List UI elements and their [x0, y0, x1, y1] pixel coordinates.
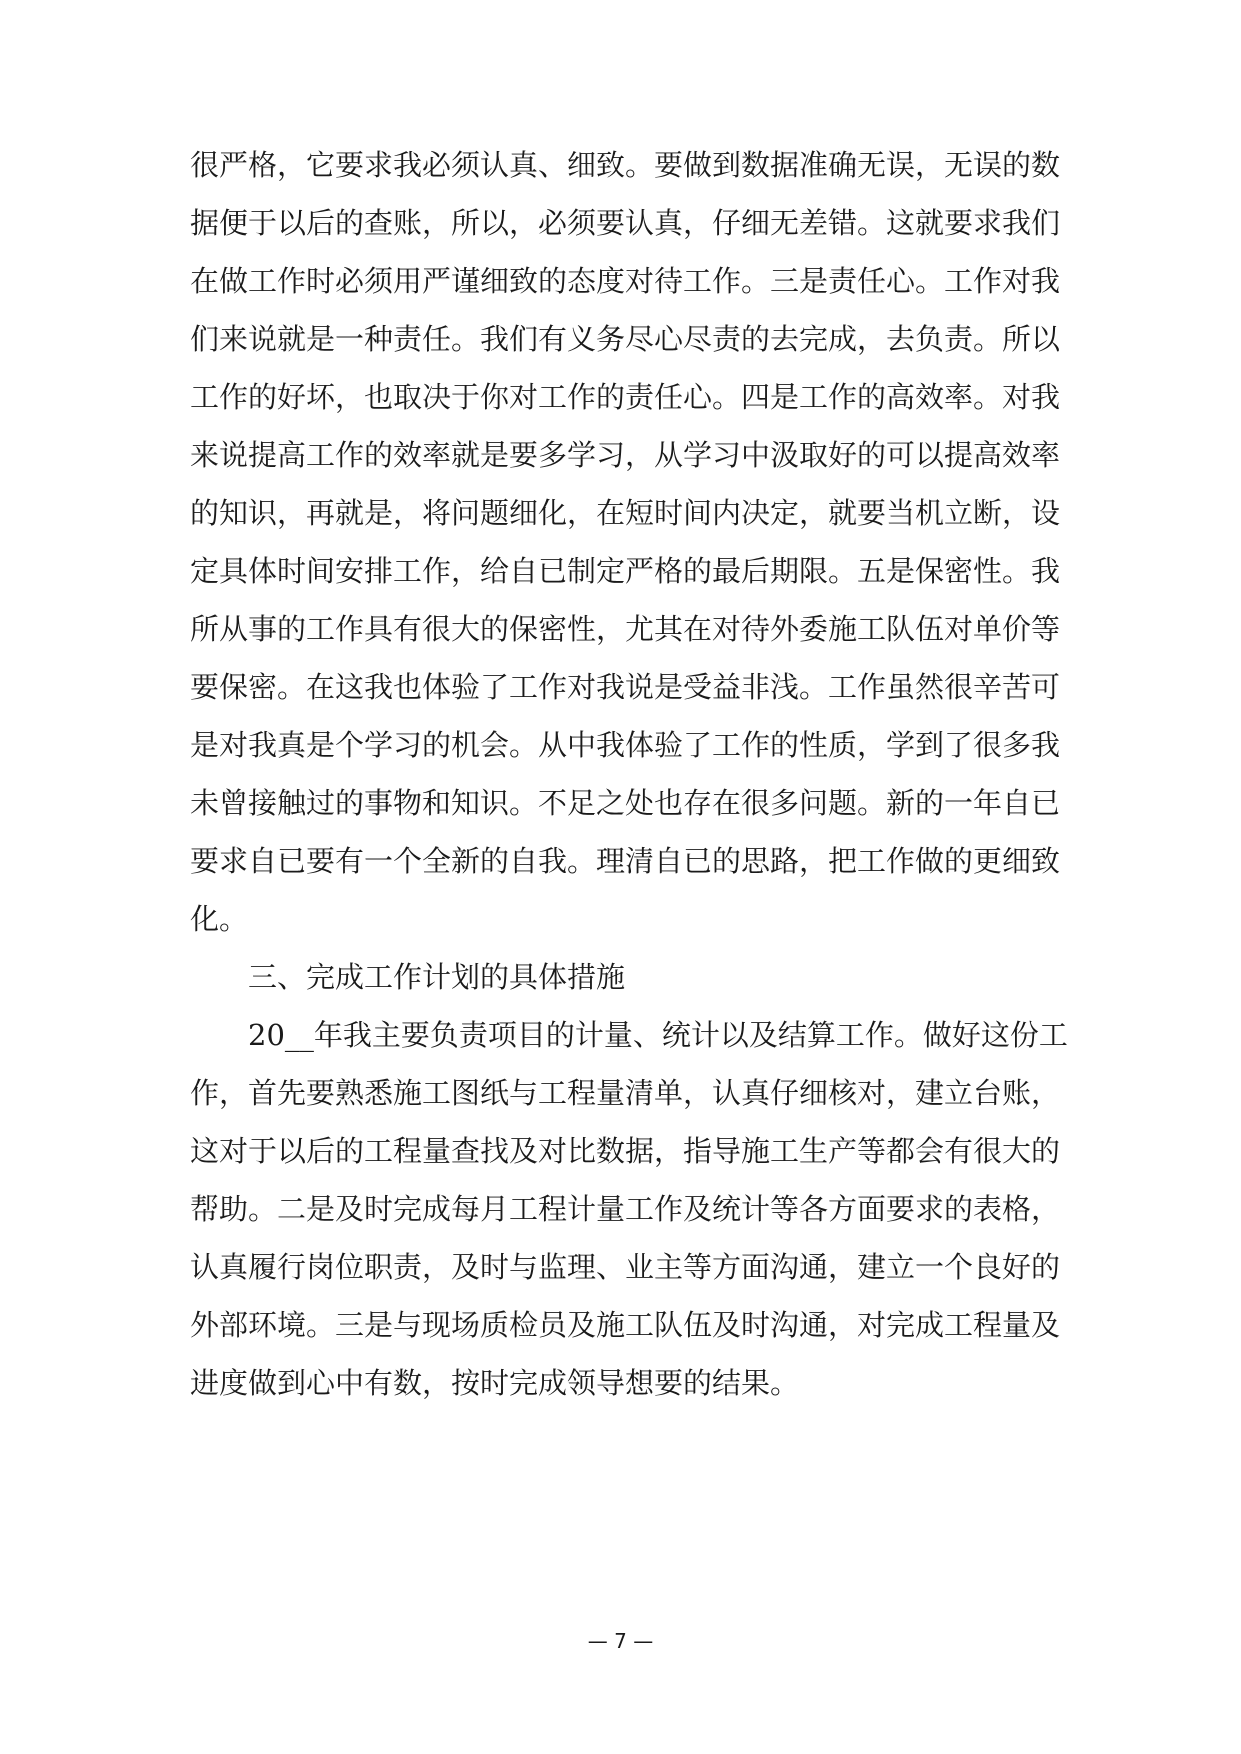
body-line-6: 来说提高工作的效率就是要多学习，从学习中汲取好的可以提高效率 [190, 438, 1061, 472]
body-line-13: 要求自已要有一个全新的自我。理清自已的思路，把工作做的更细致 [190, 844, 1061, 878]
body-line-14: 化。 [190, 902, 249, 936]
body-line-20: 认真履行岗位职责，及时与监理、业主等方面沟通，建立一个良好的 [190, 1250, 1061, 1284]
body-line-1: 很严格，它要求我必须认真、细致。要做到数据准确无误，无误的数 [190, 148, 1061, 182]
body-line-11: 是对我真是个学习的机会。从中我体验了工作的性质，学到了很多我 [190, 728, 1061, 762]
body-line-19: 帮助。二是及时完成每月工程计量工作及统计等各方面要求的表格， [190, 1192, 1061, 1226]
body-line-10: 要保密。在这我也体验了工作对我说是受益非浅。工作虽然很辛苦可 [190, 670, 1061, 704]
body-line-5: 工作的好坏，也取决于你对工作的责任心。四是工作的高效率。对我 [190, 380, 1061, 414]
body-line-16: 20__年我主要负责项目的计量、统计以及结算工作。做好这份工 [248, 1018, 1068, 1052]
body-line-18: 这对于以后的工程量查找及对比数据，指导施工生产等都会有很大的 [190, 1134, 1061, 1168]
body-line-3: 在做工作时必须用严谨细致的态度对待工作。三是责任心。工作对我 [190, 264, 1061, 298]
body-line-8: 定具体时间安排工作，给自已制定严格的最后期限。五是保密性。我 [190, 554, 1061, 588]
page-number: — 7 — [587, 1629, 654, 1653]
body-line-22: 进度做到心中有数，按时完成领导想要的结果。 [190, 1366, 800, 1400]
body-line-7: 的知识，再就是，将问题细化，在短时间内决定，就要当机立断，设 [190, 496, 1061, 530]
body-line-21: 外部环境。三是与现场质检员及施工队伍及时沟通，对完成工程量及 [190, 1308, 1061, 1342]
section-heading: 三、完成工作计划的具体措施 [248, 960, 626, 994]
body-line-12: 未曾接触过的事物和知识。不足之处也存在很多问题。新的一年自已 [190, 786, 1061, 820]
body-line-17: 作，首先要熟悉施工图纸与工程量清单，认真仔细核对，建立台账， [190, 1076, 1061, 1110]
body-line-9: 所从事的工作具有很大的保密性，尤其在对待外委施工队伍对单价等 [190, 612, 1061, 646]
body-line-4: 们来说就是一种责任。我们有义务尽心尽责的去完成，去负责。所以 [190, 322, 1061, 356]
body-line-2: 据便于以后的查账，所以，必须要认真，仔细无差错。这就要求我们 [190, 206, 1061, 240]
